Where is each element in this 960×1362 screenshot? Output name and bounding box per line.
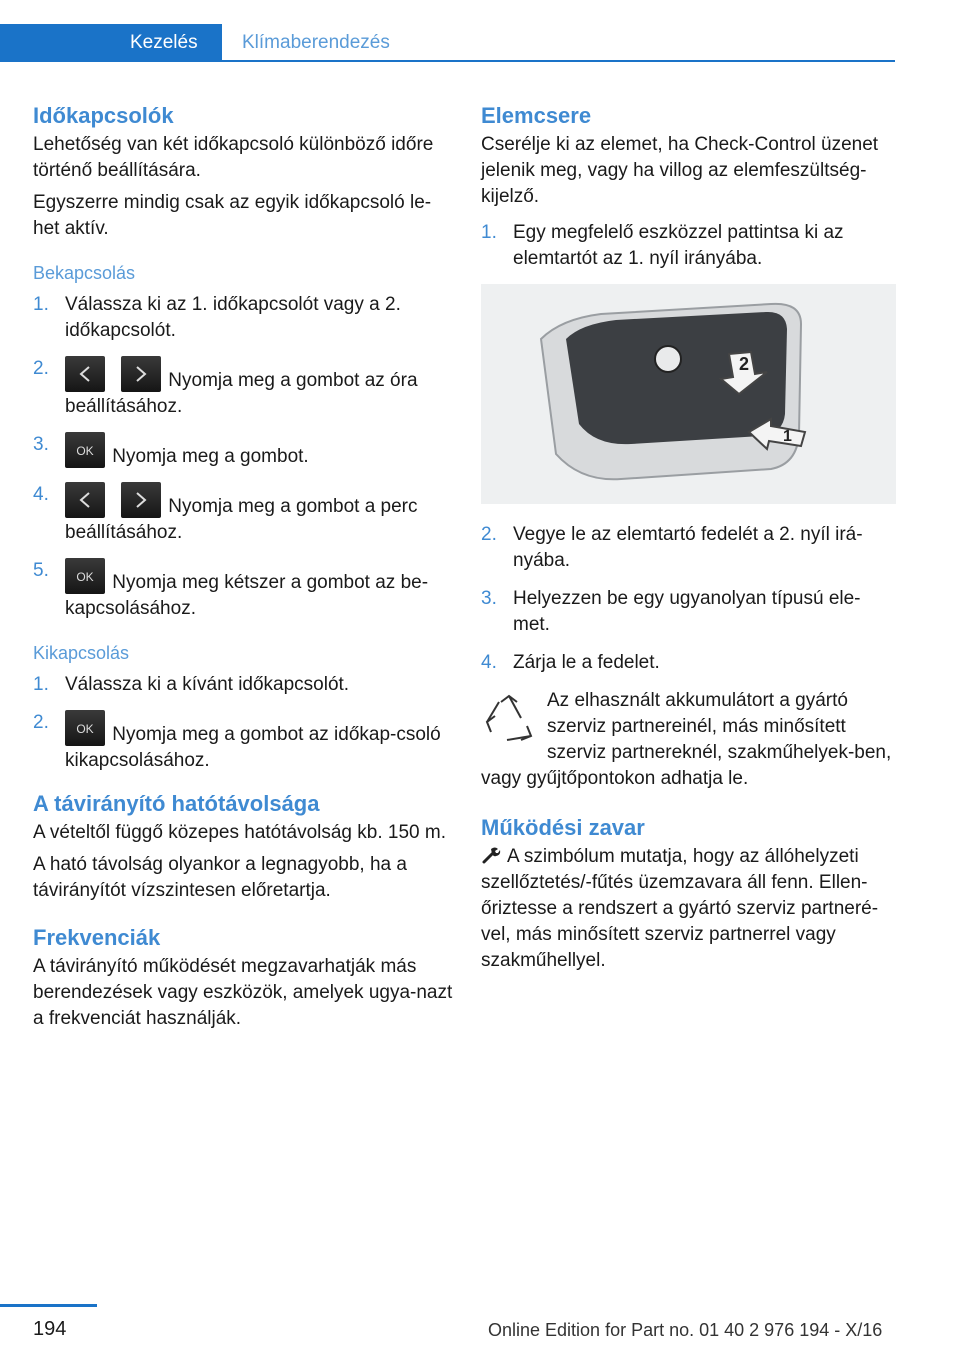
battery-step-1 bbox=[481, 220, 896, 272]
list-item: 1. Válassza ki az 1. időkapcsolót vagy a 2. időkapcsolót. bbox=[33, 294, 401, 341]
freq-section bbox=[33, 922, 453, 1032]
fault-p1: A szimbólum mutatja, hogy az állóhelyzeti szellőztetés/-fűtés üzemzavara áll fenn. Ellen-őriztesse a rendszert a gyártó szerviz partneré-vel, más minősített szerviz partnerrel vagy szakműhellyel. bbox=[481, 846, 879, 971]
svg-text:OK: OK bbox=[76, 570, 94, 584]
left-column bbox=[33, 100, 453, 1050]
svg-text:OK: OK bbox=[76, 722, 94, 736]
off-title: Kikapcsolás bbox=[33, 643, 130, 663]
ok-icon bbox=[65, 432, 105, 468]
tab-kezeles[interactable]: Kezelés bbox=[0, 24, 222, 62]
timers-title: Időkapcsolók bbox=[33, 103, 174, 128]
wrench-icon bbox=[481, 845, 501, 865]
figure-label-2: 2 bbox=[739, 354, 750, 374]
freq-title: Frekvenciák bbox=[33, 925, 161, 950]
list-item: 3. OK Nyomja meg a gombot. bbox=[33, 434, 309, 467]
list-item: 2. OK Nyomja meg a gombot az időkap-csoló kikapcsolásához. bbox=[33, 712, 441, 771]
key-battery-figure bbox=[481, 284, 896, 504]
battery-p1: Cserélje ki az elemet, ha Check-Control üzenet jelenik meg, vagy ha villog az elemfeszültség-kijelző. bbox=[481, 134, 879, 207]
battery-section bbox=[481, 100, 896, 210]
edition-info: Online Edition for Part no. 01 40 2 976 194 - X/16 bbox=[488, 1320, 883, 1340]
recycle-icon bbox=[481, 692, 537, 748]
chevron-left-icon bbox=[65, 482, 105, 518]
timers-section bbox=[33, 100, 453, 242]
tab-klimaberendezes[interactable]: Klímaberendezés bbox=[242, 32, 390, 53]
fault-section bbox=[481, 812, 896, 974]
recycle-note bbox=[481, 688, 896, 792]
on-steps bbox=[33, 292, 453, 622]
range-title: A távirányító hatótávolsága bbox=[33, 791, 320, 816]
svg-text:OK: OK bbox=[76, 444, 94, 458]
range-p2: A ható távolság olyankor a legnagyobb, ha a távirányítót vízszintesen előretartja. bbox=[33, 854, 407, 901]
chevron-left-icon bbox=[65, 356, 105, 392]
right-column bbox=[481, 100, 896, 992]
timers-p2: Egyszerre mindig csak az egyik időkapcsoló le-het aktív. bbox=[33, 192, 432, 239]
freq-p1: A távirányító működését megzavarhatják más berendezések vagy eszközök, amelyek ugya-nazt a frekvenciát használják. bbox=[33, 956, 453, 1029]
timers-p1: Lehetőség van két időkapcsoló különböző időre történő beállítására. bbox=[33, 134, 434, 181]
on-title: Bekapcsolás bbox=[33, 263, 136, 283]
page-number: 194 bbox=[33, 1318, 67, 1340]
footer-divider bbox=[0, 1304, 97, 1307]
recycle-text: Az elhasznált akkumulátort a gyártó szerviz partnereinél, más minősített szerviz partnereknél, szakműhelyek-ben, vagy gyűjtőpontokon adhatja le. bbox=[481, 690, 892, 789]
battery-title: Elemcsere bbox=[481, 103, 592, 128]
figure-label-1: 1 bbox=[783, 428, 792, 445]
battery-steps-after bbox=[481, 522, 896, 676]
list-item: 1. Egy megfelelő eszközzel pattintsa ki az elemtartót az 1. nyíl irányába. bbox=[481, 222, 844, 269]
ok-icon bbox=[65, 710, 105, 746]
list-item: 4. Nyomja meg a gombot a perc beállításához. bbox=[33, 484, 418, 543]
off-steps bbox=[33, 672, 453, 774]
header-divider bbox=[222, 60, 895, 62]
list-item: 2. Nyomja meg a gombot az óra beállításához. bbox=[33, 358, 418, 417]
chevron-right-icon bbox=[121, 356, 161, 392]
list-item: 4. Zárja le a fedelet. bbox=[481, 652, 660, 673]
list-item: 1. Válassza ki a kívánt időkapcsolót. bbox=[33, 674, 350, 695]
chevron-right-icon bbox=[121, 482, 161, 518]
range-section bbox=[33, 788, 453, 904]
list-item: 3. Helyezzen be egy ugyanolyan típusú ele-met. bbox=[481, 588, 861, 635]
list-item: 5. OK Nyomja meg kétszer a gombot az be-kapcsolásához. bbox=[33, 560, 429, 619]
list-item: 2. Vegye le az elemtartó fedelét a 2. nyíl irá-nyába. bbox=[481, 524, 863, 571]
ok-icon bbox=[65, 558, 105, 594]
header bbox=[0, 24, 895, 62]
fault-title: Működési zavar bbox=[481, 815, 645, 840]
range-p1: A vételtől függő közepes hatótávolság kb. 150 m. bbox=[33, 822, 446, 843]
